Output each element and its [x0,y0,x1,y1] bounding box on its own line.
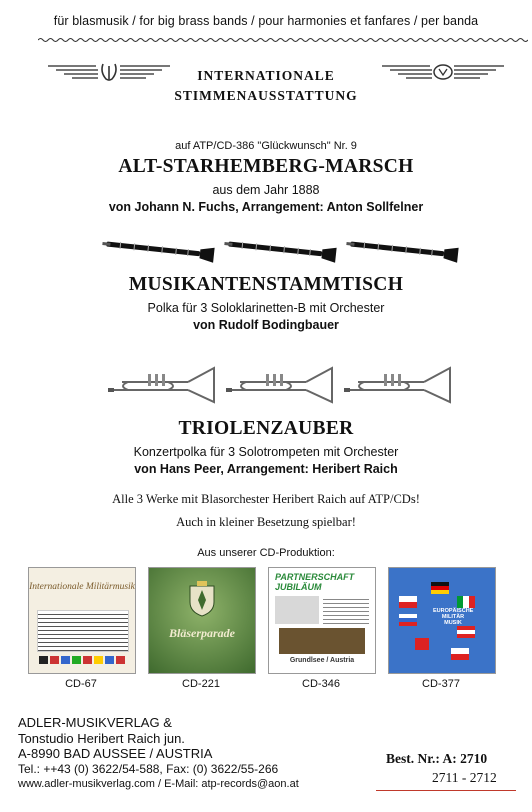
cd-67-label: CD-67 [65,678,97,690]
cd-346-label: CD-346 [302,678,340,690]
clarinet-icon [344,238,462,264]
clarinet-icon [100,238,218,264]
note-cds: Alle 3 Werke mit Blasorchester Heribert Raich auf ATP/CDs! [112,492,420,506]
trumpet-icon [344,360,452,404]
footer-line3: A-8990 BAD AUSSEE / AUSTRIA [18,746,213,761]
cd-346-cover-title: PARTNERSCHAFT JUBILÄUM [275,572,355,592]
flag-italy [457,596,475,608]
footer-line2: Tonstudio Heribert Raich jun. [18,730,185,746]
header-line2: STIMMENAUSSTATTUNG [174,88,358,103]
publisher-logo-icon [382,62,504,82]
cd-67-cover[interactable] [28,567,136,674]
publisher-address [18,715,299,793]
order-number: Best. Nr.: A: 2710 [386,751,488,766]
work1-title: ALT-STARHEMBERG-MARSCH [118,156,414,177]
note-small-ensemble: Auch in kleiner Besetzung spielbar! [176,515,356,529]
cd-346-cover[interactable] [268,567,376,674]
sheet-music-image [37,610,129,652]
trumpet-icon [108,360,216,404]
wavy-divider [38,36,528,44]
flag-czech [399,596,417,608]
cd-221-cover-title: Bläserparade [169,626,235,640]
cd-221-cover[interactable] [148,567,256,674]
flag-poland [451,648,469,660]
footer-line1: ADLER-MUSIKVERLAG & [18,715,172,730]
work3-title: TRIOLENZAUBER [178,418,354,439]
flag-switzerland [415,638,429,650]
footer-line4: Tel.: ++43 (0) 3622/54-588, Fax: (0) 3622/55-266 [18,761,279,776]
cd-377-label: CD-377 [422,678,460,690]
work3-subtitle: Konzertpolka für 3 Solotrompeten mit Orchester [133,445,399,459]
work1-credit: von Johann N. Fuchs, Arrangement: Anton Sollfelner [108,200,424,214]
cd-heading: Aus unserer CD-Produktion: [197,547,335,559]
band-photo [279,628,365,654]
tagline: für blasmusik / for big brass bands / pour harmonies et fanfares / per banda [53,14,479,28]
flags-strip [39,656,125,664]
header-line1: INTERNATIONALE [197,68,335,83]
cd-377-cover-title: EUROPÄISCHE MILITÄR MUSIK [433,608,474,626]
work1-ref: auf ATP/CD-386 "Glückwunsch" Nr. 9 [175,140,357,152]
cd-221-label: CD-221 [182,678,220,690]
cd-346-cover-sub: Grundlsee / Austria [289,657,355,664]
clarinet-icon [222,238,340,264]
work1-subtitle: aus dem Jahr 1888 [212,183,320,197]
flag-germany [431,582,449,594]
cd-67-cover-title: Internationale Militärmusik [29,582,135,592]
order-range: 2711 - 2712 [432,770,497,785]
red-underline [376,790,516,791]
cd-377-cover[interactable] [388,567,496,674]
cover-photo [275,596,319,624]
crest-icon [187,580,217,618]
trumpet-icon [226,360,334,404]
flag-slovakia [399,614,417,626]
footer-line5: www.adler-musikverlag.com / E-Mail: atp-records@aon.at [18,778,299,790]
flag-austria [457,626,475,638]
work2-subtitle: Polka für 3 Soloklarinetten-B mit Orchester [147,301,385,315]
work2-credit: von Rudolf Bodingbauer [193,318,339,332]
work2-title: MUSIKANTENSTAMMTISCH [128,274,404,295]
work3-credit: von Hans Peer, Arrangement: Heribert Raich [134,462,398,476]
cover-text-block [323,596,369,624]
